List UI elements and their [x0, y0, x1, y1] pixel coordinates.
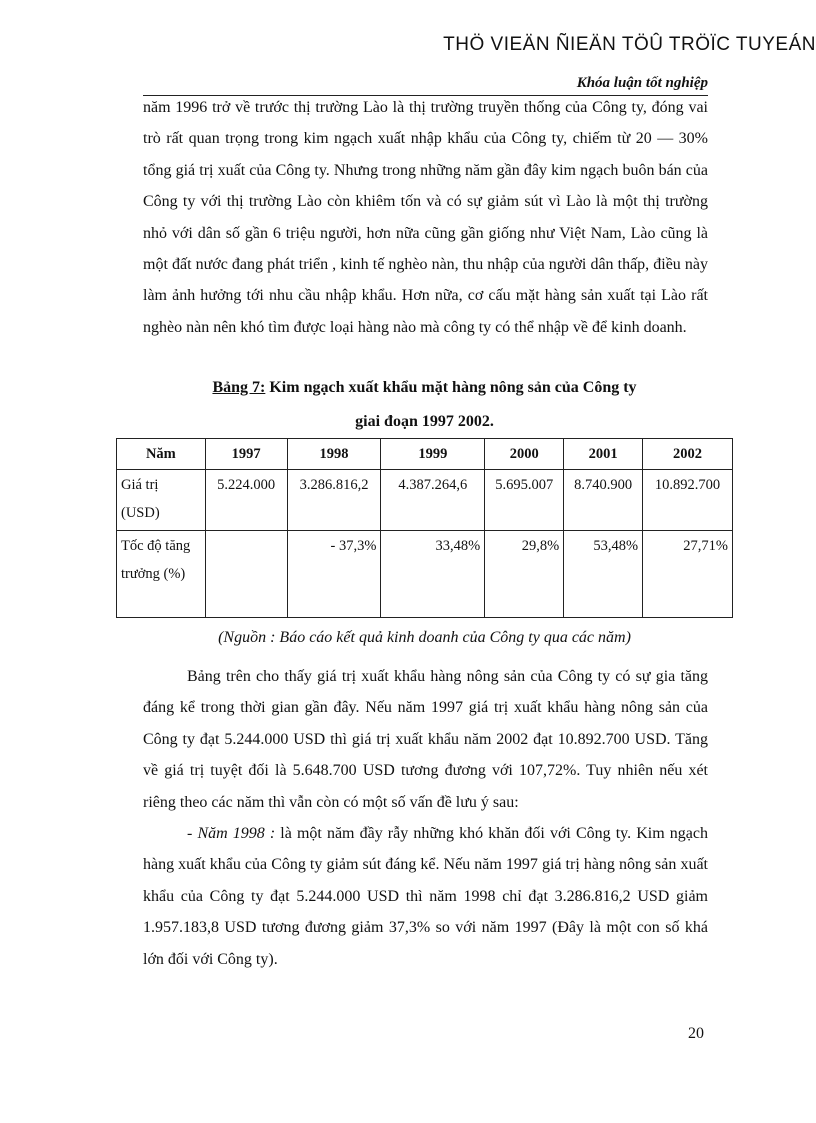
table-cell: 27,71% [643, 531, 733, 618]
intro-paragraph: năm 1996 trở về trước thị trường Lào là thị trường truyền thống của Công ty, đóng vai trò rất quan trọng trong kim ngạch xuất nhập khẩu của Công ty, chiếm từ 20 — 30% tổng giá trị xuất của Công ty. Nhưng trong những năm gần đây kim ngạch buôn bán của Công ty với thị trường Lào còn khiêm tốn và có sự giảm sút vì Lào là một thị trường nhỏ với dân số gần 6 triệu người, hơn nữa cũng gần giống như Việt Nam, Lào cũng là một đất nước đang phát triển , kinh tế nghèo nàn, thu nhập của người dân thấp, điều này làm ảnh hưởng tới nhu cầu nhập khẩu. Hơn nữa, cơ cấu mặt hàng sản xuất tại Lào rất nghèo nàn nên khó tìm được loại hàng nào mà công ty có thể nhập về để kinh doanh. [143, 99, 708, 336]
analysis-paragraph-1: Bảng trên cho thấy giá trị xuất khẩu hàng nông sản của Công ty có sự gia tăng đáng kể trong thời gian gần đây. Nếu năm 1997 giá trị xuất khẩu hàng nông sản của Công ty đạt 5.244.000 USD thì giá trị xuất khẩu năm 2002 đạt 10.892.700 USD. Tăng về giá trị tuyệt đối là 5.648.700 USD tương đương với 107,72%. Tuy nhiên nếu xét riêng theo các năm thì vẫn còn có một số vấn đề lưu ý sau: [143, 668, 708, 811]
table-cell [205, 531, 287, 618]
paragraph-2-body: là một năm đầy rẫy những khó khăn đối với Công ty. Kim ngạch hàng xuất khẩu của Công ty giảm sút đáng kể. Nếu năm 1997 giá trị hàng nông sản xuất khẩu của Công ty đạt 5.244.000 USD thì năm 1998 chỉ đạt 3.286.816,2 USD giảm 1.957.183,8 USD tương đương giảm 37,3% so với năm 1997 (Đây là một con số khá lớn đối với Công ty). [143, 825, 708, 968]
paragraph-2-year: Năm 1998 : [197, 825, 276, 843]
table-caption-line2: giai đoạn 1997 2002. [355, 413, 494, 430]
table-header-cell: 1997 [205, 439, 287, 470]
intro-section [143, 92, 708, 343]
paragraph-2-prefix: - [187, 825, 198, 843]
table-caption [116, 371, 733, 439]
table-cell: 53,48% [564, 531, 643, 618]
table-cell: 5.695.007 [485, 470, 564, 531]
page-number: 20 [688, 1025, 704, 1042]
table-cell: 10.892.700 [643, 470, 733, 531]
table-row-value [117, 470, 733, 531]
analysis-section [143, 661, 708, 975]
export-table [116, 438, 733, 618]
table-header-cell: 2002 [643, 439, 733, 470]
table-header-cell: 1998 [287, 439, 381, 470]
table-row-growth [117, 531, 733, 618]
table-header-cell: 2000 [485, 439, 564, 470]
table-header-cell: 2001 [564, 439, 643, 470]
table-cell: 3.286.816,2 [287, 470, 381, 531]
table-cell: 33,48% [381, 531, 485, 618]
table-cell: 8.740.900 [564, 470, 643, 531]
table-cell: 5.224.000 [205, 470, 287, 531]
table-caption-text: Kim ngạch xuất khẩu mặt hàng nông sản của Công ty [265, 379, 637, 396]
row-label-value: Giá trị (USD) [117, 470, 206, 531]
table-cell: 29,8% [485, 531, 564, 618]
table-caption-label: Bảng 7: [212, 379, 266, 396]
table-cell: - 37,3% [287, 531, 381, 618]
table-header-cell: Năm [117, 439, 206, 470]
table-header-row [117, 439, 733, 470]
header-subtitle: Khóa luận tốt nghiệp [576, 75, 708, 91]
row-label-growth: Tốc độ tăng trưởng (%) [117, 531, 206, 618]
table-caption-line1 [116, 371, 733, 405]
analysis-paragraph-2 [143, 818, 708, 975]
table-header-cell: 1999 [381, 439, 485, 470]
table-cell: 4.387.264,6 [381, 470, 485, 531]
header-title: THÖ VIEÄN ÑIEÄN TÖÛ TRÖÏC TUYEÁN [443, 34, 816, 55]
table-source: (Nguồn : Báo cáo kết quả kinh doanh của Công ty qua các năm) [218, 629, 631, 646]
